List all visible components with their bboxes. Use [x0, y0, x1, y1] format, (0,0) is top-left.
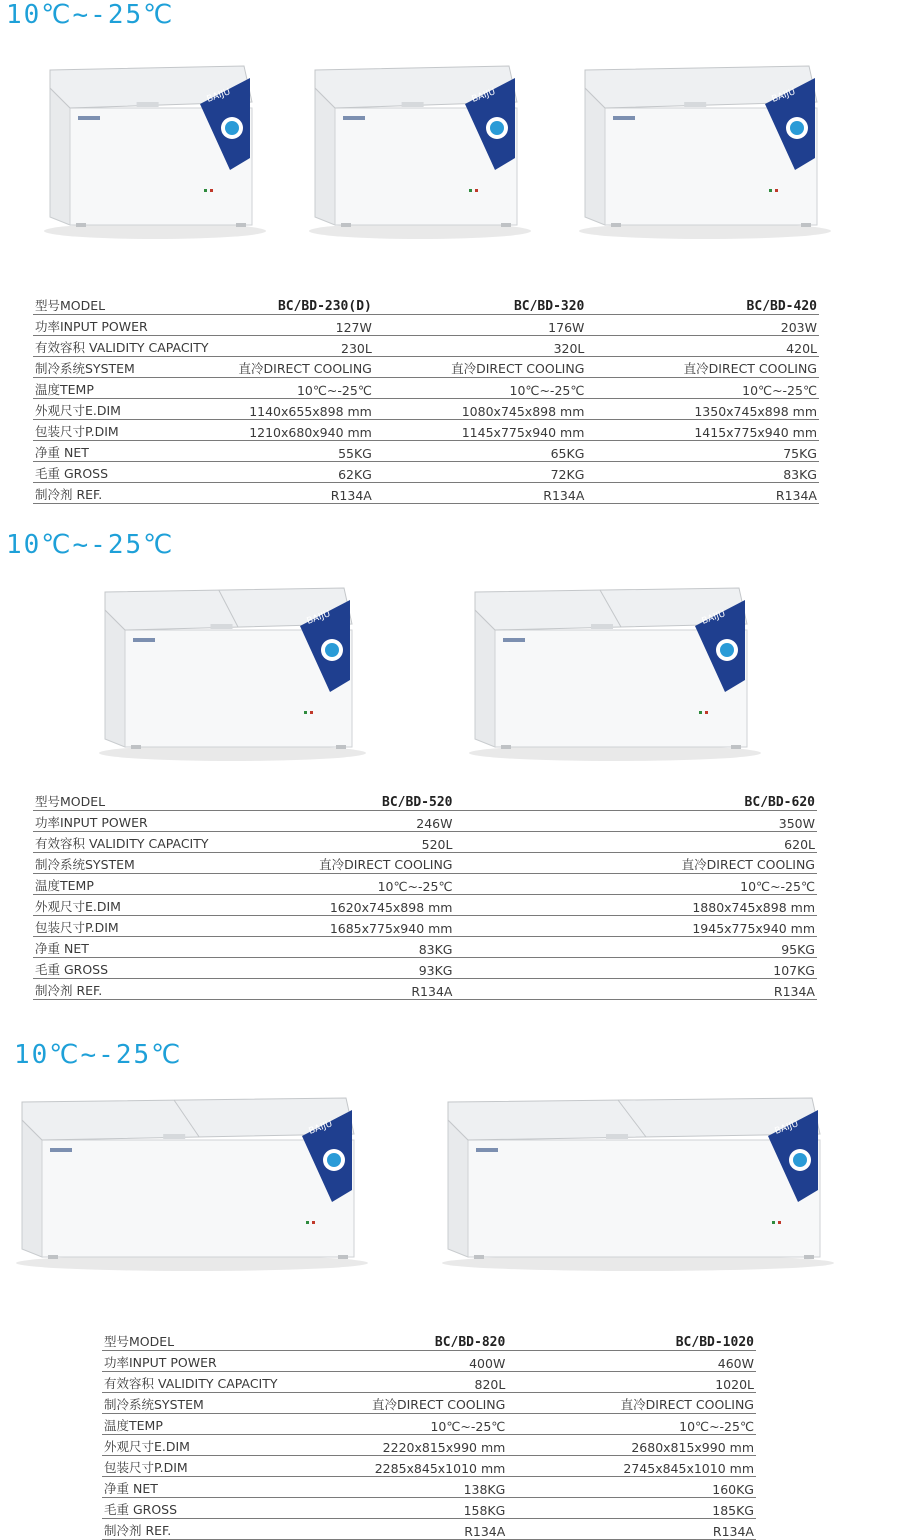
model-header-label: 型号MODEL: [102, 1328, 300, 1351]
brand-logo-text: BAIJU: [700, 609, 727, 627]
spec-label: 净重 NET: [33, 441, 225, 462]
spec-row: [33, 937, 817, 958]
spec-value: 55KG: [225, 441, 373, 462]
spec-value: 2285x845x1010 mm: [300, 1456, 507, 1477]
freezer-image: [12, 1090, 372, 1275]
section-title: 10℃~-25℃: [14, 1040, 183, 1070]
spec-value: 1350x745x898 mm: [586, 399, 819, 420]
spec-value: 246W: [233, 811, 454, 832]
spec-table: [33, 788, 817, 1000]
spec-label: 温度TEMP: [33, 378, 225, 399]
spec-row: [33, 420, 819, 441]
spec-row: [102, 1456, 756, 1477]
spec-value: 138KG: [300, 1477, 507, 1498]
spec-label: 有效容积 VALIDITY CAPACITY: [33, 832, 233, 853]
spec-value: 83KG: [586, 462, 819, 483]
spec-value: R134A: [233, 979, 454, 1000]
spec-value: 176W: [374, 315, 587, 336]
spec-value: 93KG: [233, 958, 454, 979]
model-name: BC/BD-620: [454, 788, 817, 811]
spec-value: 10℃~-25℃: [374, 378, 587, 399]
freezer-drawing: [438, 1090, 838, 1275]
spec-row: [102, 1351, 756, 1372]
spec-row: [102, 1372, 756, 1393]
spec-value: 直冷DIRECT COOLING: [454, 853, 817, 874]
brand-logo-text: BAIJU: [770, 87, 797, 105]
spec-value: 直冷DIRECT COOLING: [225, 357, 373, 378]
spec-value: 2220x815x990 mm: [300, 1435, 507, 1456]
spec-value: 420L: [586, 336, 819, 357]
spec-value: 460W: [507, 1351, 756, 1372]
spec-value: 1415x775x940 mm: [586, 420, 819, 441]
freezer-drawing: [305, 58, 535, 243]
spec-value: R134A: [300, 1519, 507, 1540]
spec-value: 158KG: [300, 1498, 507, 1519]
spec-value: R134A: [374, 483, 587, 504]
model-name: BC/BD-1020: [507, 1328, 756, 1351]
spec-value: 1880x745x898 mm: [454, 895, 817, 916]
spec-label: 制冷剂 REF.: [102, 1519, 300, 1540]
spec-value: R134A: [225, 483, 373, 504]
freezer-drawing: [12, 1090, 372, 1275]
spec-table: [102, 1328, 756, 1540]
spec-label: 制冷剂 REF.: [33, 483, 225, 504]
model-header-label: 型号MODEL: [33, 788, 233, 811]
spec-value: 320L: [374, 336, 587, 357]
spec-label: 制冷系统SYSTEM: [33, 357, 225, 378]
spec-row: [33, 979, 817, 1000]
spec-value: 1945x775x940 mm: [454, 916, 817, 937]
model-name: BC/BD-420: [586, 292, 819, 315]
spec-label: 有效容积 VALIDITY CAPACITY: [33, 336, 225, 357]
brand-logo-text: BAIJU: [773, 1119, 800, 1137]
spec-label: 包装尺寸P.DIM: [102, 1456, 300, 1477]
spec-value: 520L: [233, 832, 454, 853]
spec-value: 65KG: [374, 441, 587, 462]
spec-value: 230L: [225, 336, 373, 357]
spec-label: 包装尺寸P.DIM: [33, 420, 225, 441]
spec-value: R134A: [586, 483, 819, 504]
freezer-image: [40, 58, 270, 243]
spec-value: 160KG: [507, 1477, 756, 1498]
spec-value: 2745x845x1010 mm: [507, 1456, 756, 1477]
spec-value: 820L: [300, 1372, 507, 1393]
spec-row: [33, 958, 817, 979]
section-title: 10℃~-25℃: [6, 0, 175, 30]
model-name: BC/BD-230(D): [225, 292, 373, 315]
spec-row: [33, 916, 817, 937]
spec-value: 直冷DIRECT COOLING: [374, 357, 587, 378]
spec-value: R134A: [454, 979, 817, 1000]
spec-value: 62KG: [225, 462, 373, 483]
spec-label: 制冷剂 REF.: [33, 979, 233, 1000]
spec-label: 外观尺寸E.DIM: [102, 1435, 300, 1456]
spec-row: [33, 895, 817, 916]
spec-table: [33, 292, 819, 504]
brand-logo-text: BAIJU: [305, 609, 332, 627]
freezer-drawing: [95, 580, 370, 765]
spec-value: 1620x745x898 mm: [233, 895, 454, 916]
spec-value: 10℃~-25℃: [233, 874, 454, 895]
spec-value: 400W: [300, 1351, 507, 1372]
freezer-image: [575, 58, 835, 243]
spec-value: 10℃~-25℃: [300, 1414, 507, 1435]
spec-value: 10℃~-25℃: [507, 1414, 756, 1435]
spec-label: 包装尺寸P.DIM: [33, 916, 233, 937]
spec-label: 外观尺寸E.DIM: [33, 399, 225, 420]
spec-row: [33, 853, 817, 874]
freezer-image: [305, 58, 535, 243]
spec-label: 毛重 GROSS: [33, 958, 233, 979]
brand-logo-text: BAIJU: [205, 87, 232, 105]
spec-value: 95KG: [454, 937, 817, 958]
spec-value: 1685x775x940 mm: [233, 916, 454, 937]
freezer-image: [438, 1090, 838, 1275]
model-header-label: 型号MODEL: [33, 292, 225, 315]
spec-value: 1080x745x898 mm: [374, 399, 587, 420]
spec-label: 功率INPUT POWER: [102, 1351, 300, 1372]
spec-value: 直冷DIRECT COOLING: [300, 1393, 507, 1414]
brand-logo-text: BAIJU: [307, 1119, 334, 1137]
spec-value: 83KG: [233, 937, 454, 958]
spec-row: [102, 1498, 756, 1519]
spec-value: 75KG: [586, 441, 819, 462]
spec-value: 185KG: [507, 1498, 756, 1519]
spec-value: 350W: [454, 811, 817, 832]
spec-row: [33, 441, 819, 462]
section-1: [0, 0, 900, 505]
spec-label: 有效容积 VALIDITY CAPACITY: [102, 1372, 300, 1393]
spec-row: [102, 1435, 756, 1456]
spec-label: 净重 NET: [102, 1477, 300, 1498]
spec-label: 外观尺寸E.DIM: [33, 895, 233, 916]
freezer-drawing: [575, 58, 835, 243]
model-name: BC/BD-820: [300, 1328, 507, 1351]
spec-label: 毛重 GROSS: [102, 1498, 300, 1519]
spec-row: [33, 874, 817, 895]
spec-label: 制冷系统SYSTEM: [102, 1393, 300, 1414]
section-title: 10℃~-25℃: [6, 530, 175, 560]
spec-value: 2680x815x990 mm: [507, 1435, 756, 1456]
spec-value: R134A: [507, 1519, 756, 1540]
brand-logo-text: BAIJU: [470, 87, 497, 105]
spec-label: 净重 NET: [33, 937, 233, 958]
spec-row: [33, 811, 817, 832]
spec-value: 直冷DIRECT COOLING: [233, 853, 454, 874]
spec-row: [33, 399, 819, 420]
spec-label: 温度TEMP: [33, 874, 233, 895]
spec-label: 制冷系统SYSTEM: [33, 853, 233, 874]
freezer-image: [95, 580, 370, 765]
spec-row: [33, 357, 819, 378]
spec-row: [33, 832, 817, 853]
spec-label: 功率INPUT POWER: [33, 811, 233, 832]
spec-row: [33, 315, 819, 336]
spec-value: 10℃~-25℃: [225, 378, 373, 399]
spec-value: 1020L: [507, 1372, 756, 1393]
freezer-drawing: [40, 58, 270, 243]
spec-label: 功率INPUT POWER: [33, 315, 225, 336]
model-name: BC/BD-520: [233, 788, 454, 811]
spec-value: 127W: [225, 315, 373, 336]
spec-row: [33, 483, 819, 504]
spec-row: [102, 1393, 756, 1414]
model-name: BC/BD-320: [374, 292, 587, 315]
section-3: [0, 1040, 900, 1538]
spec-value: 1145x775x940 mm: [374, 420, 587, 441]
spec-value: 203W: [586, 315, 819, 336]
spec-value: 1210x680x940 mm: [225, 420, 373, 441]
spec-label: 温度TEMP: [102, 1414, 300, 1435]
spec-row: [33, 336, 819, 357]
freezer-drawing: [465, 580, 765, 765]
spec-value: 10℃~-25℃: [454, 874, 817, 895]
spec-value: 620L: [454, 832, 817, 853]
spec-row: [102, 1477, 756, 1498]
spec-row: [102, 1519, 756, 1540]
spec-value: 直冷DIRECT COOLING: [507, 1393, 756, 1414]
freezer-image: [465, 580, 765, 765]
spec-row: [33, 378, 819, 399]
spec-row: [33, 462, 819, 483]
spec-value: 直冷DIRECT COOLING: [586, 357, 819, 378]
spec-value: 10℃~-25℃: [586, 378, 819, 399]
spec-row: [102, 1414, 756, 1435]
section-2: [0, 530, 900, 1000]
spec-value: 107KG: [454, 958, 817, 979]
spec-label: 毛重 GROSS: [33, 462, 225, 483]
spec-value: 1140x655x898 mm: [225, 399, 373, 420]
spec-value: 72KG: [374, 462, 587, 483]
